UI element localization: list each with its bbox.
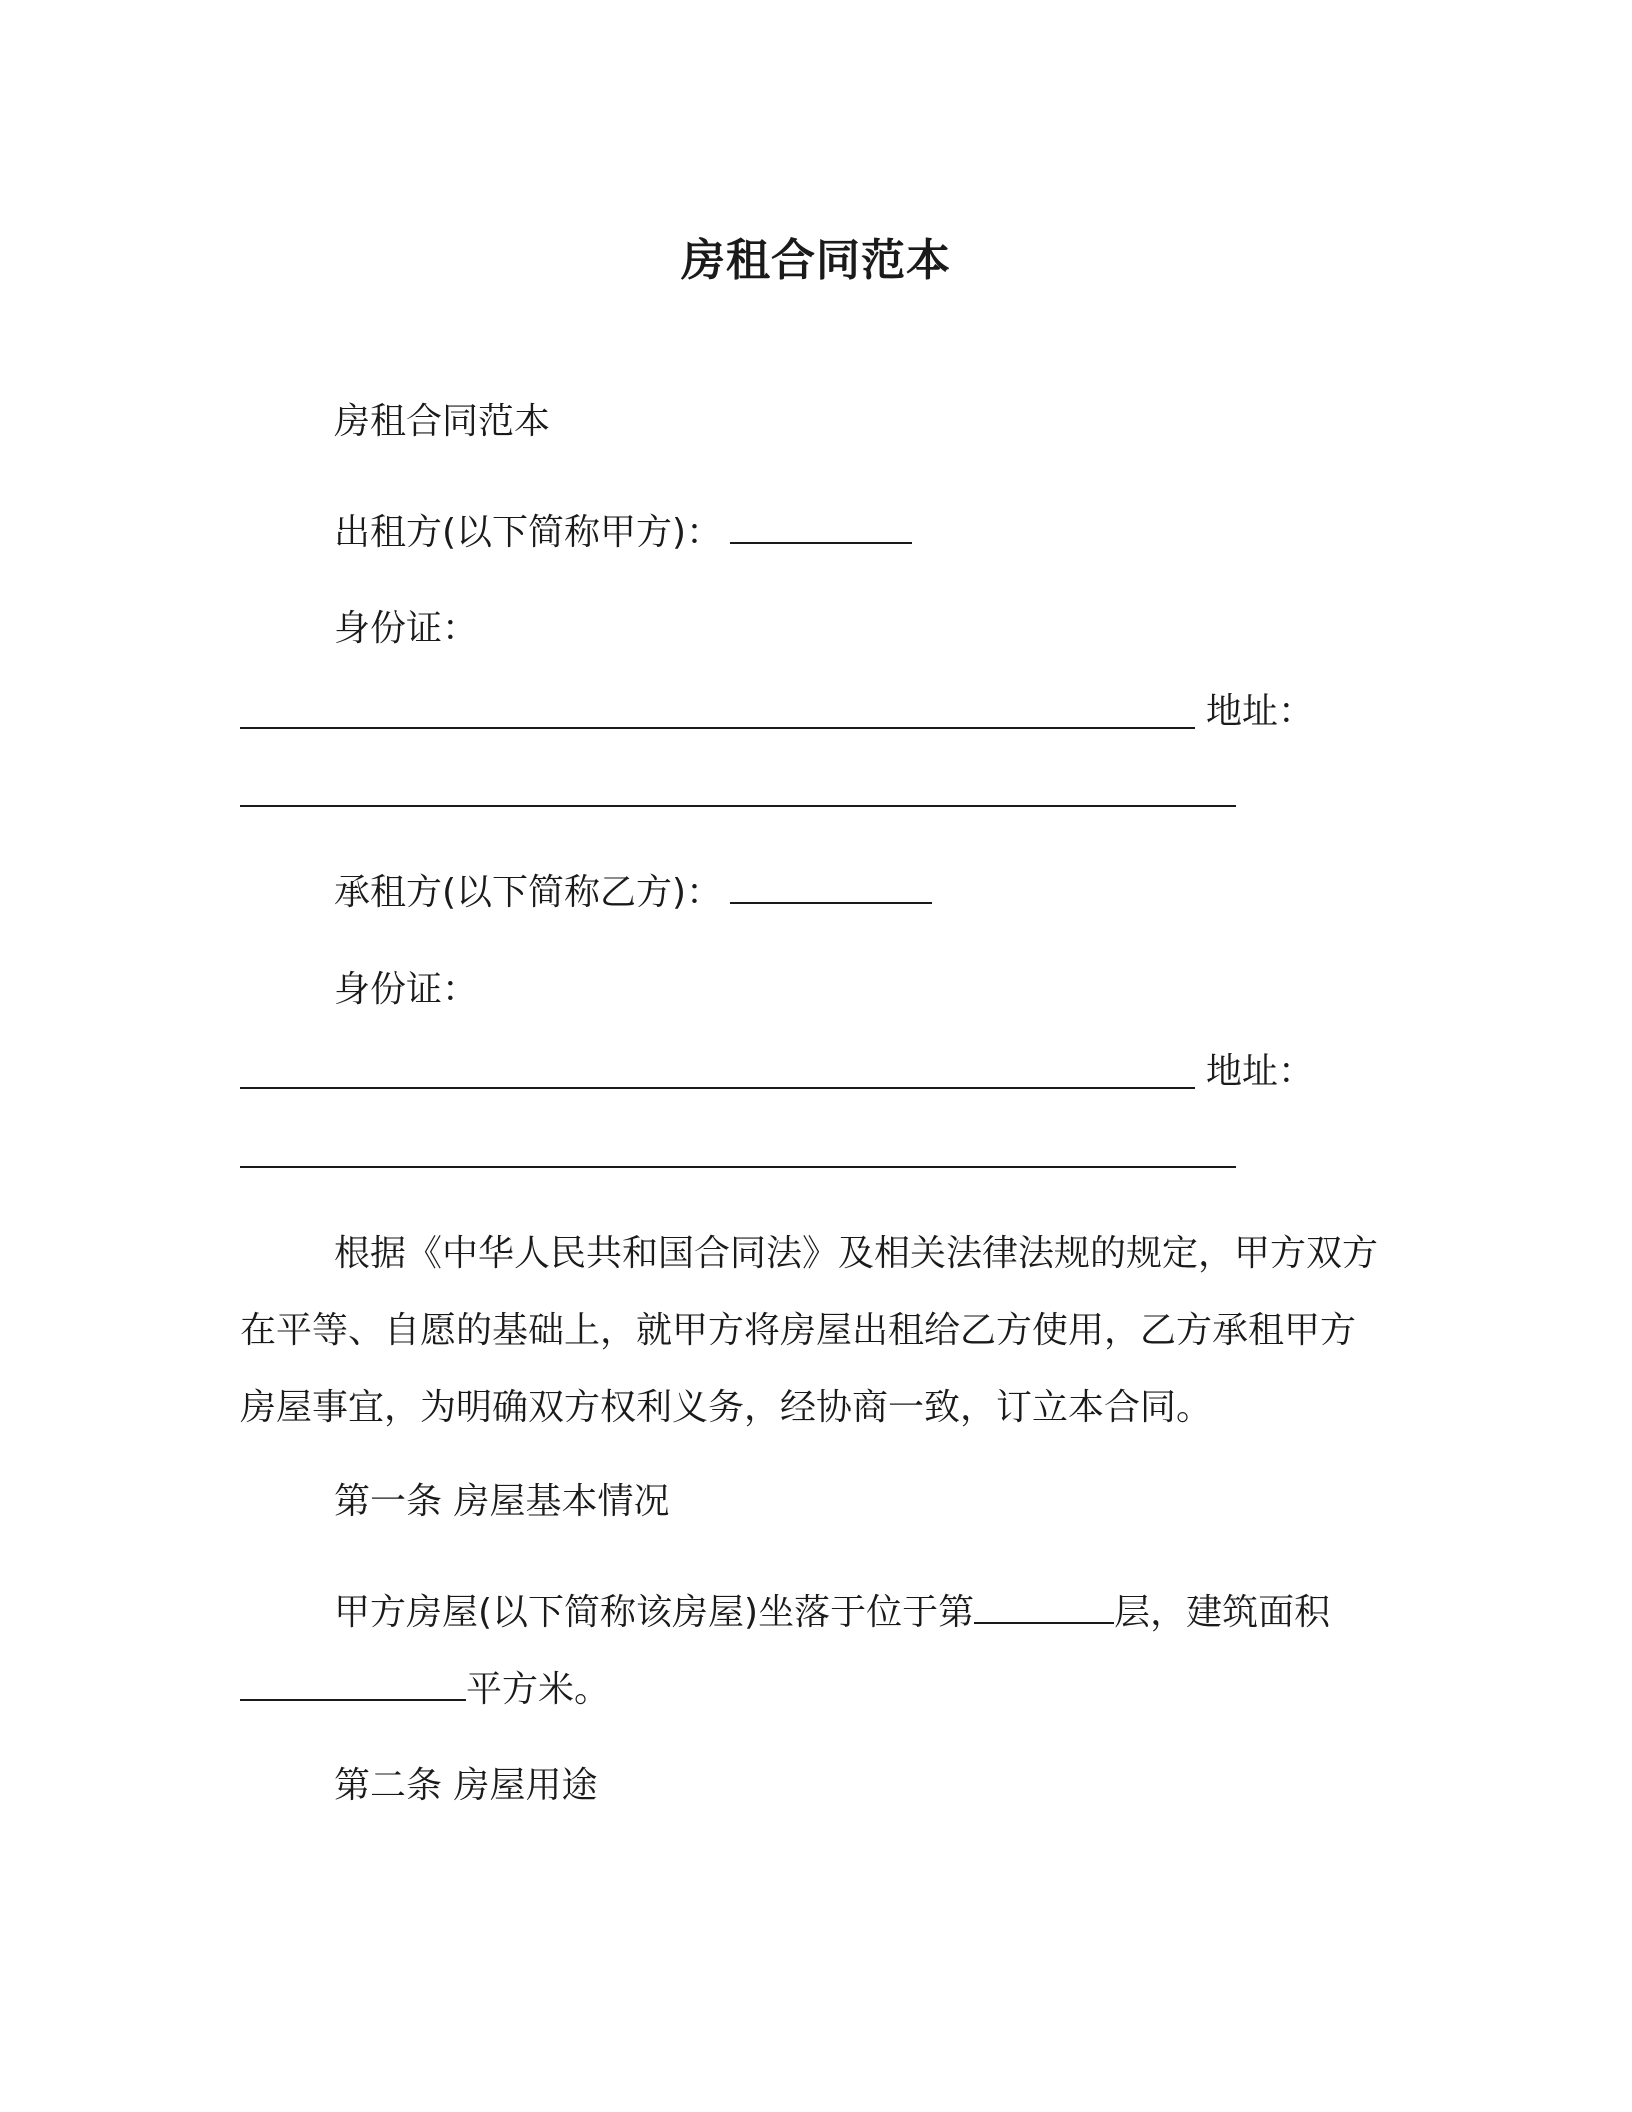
lessee-label: 承租方(以下简称乙方)：	[334, 872, 723, 913]
area-blank[interactable]	[240, 1659, 466, 1701]
lessee-line	[334, 862, 932, 917]
lessor-id-blank[interactable]	[240, 727, 1195, 729]
article1-text-a: 甲方房屋(以下简称该房屋)坐落于位于第	[334, 1592, 975, 1633]
lessee-id-blank[interactable]	[240, 1087, 1195, 1089]
lessee-address-blank[interactable]	[240, 1166, 1236, 1168]
article1-text-c: 平方米。	[466, 1669, 611, 1710]
lessee-blank[interactable]	[730, 862, 932, 904]
lessor-address-label: 地址：	[1206, 691, 1315, 732]
document-title: 房租合同范本	[681, 235, 951, 286]
lessor-line	[334, 502, 912, 557]
article1-text-b: 层，建筑面积	[1114, 1592, 1331, 1633]
lessee-id-label: 身份证：	[334, 969, 479, 1010]
lessee-address-label: 地址：	[1206, 1051, 1315, 1092]
article1-line2	[240, 1659, 610, 1714]
article2-heading: 第二条 房屋用途	[334, 1765, 598, 1806]
article1-heading: 第一条 房屋基本情况	[334, 1481, 670, 1522]
lessor-address-blank[interactable]	[240, 805, 1236, 807]
lessor-id-label: 身份证：	[334, 608, 479, 649]
heading-repeat: 房租合同范本	[334, 401, 551, 442]
article1-line1	[334, 1582, 1330, 1637]
floor-blank[interactable]	[974, 1582, 1114, 1624]
lessor-blank[interactable]	[730, 502, 912, 544]
lessor-label: 出租方(以下简称甲方)：	[334, 512, 723, 553]
intro-paragraph: 根据《中华人民共和国合同法》及相关法律法规的规定，甲方双方在平等、自愿的基础上，就甲方将房屋出租给乙方使用，乙方承租甲方房屋事宜，为明确双方权利义务，经协商一致，订立本合同。	[240, 1233, 1379, 1428]
